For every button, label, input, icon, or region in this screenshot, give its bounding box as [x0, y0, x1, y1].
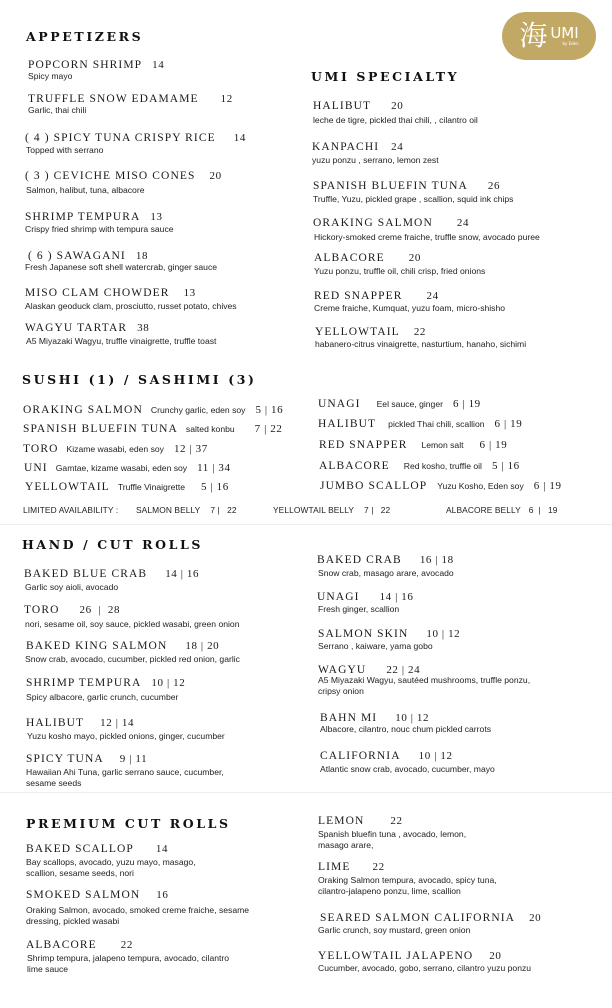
- limited-item-price: 7 | 22: [364, 505, 391, 515]
- sushi-item: [320, 476, 562, 494]
- menu-item: [26, 673, 185, 691]
- limited-item: [273, 505, 390, 515]
- logo-kanji: 海: [519, 19, 548, 52]
- item-description: A5 Miyazaki Wagyu, truffle vinaigrette, truffle toast: [26, 336, 217, 346]
- item-name: WAGYU TARTAR: [25, 322, 128, 334]
- item-name: BAKED SCALLOP: [26, 843, 134, 855]
- item-name: WAGYU: [318, 664, 367, 676]
- item-description: Snow crab, avocado, cucumber, pickled red onion, garlic: [25, 654, 240, 664]
- menu-item: [314, 248, 421, 266]
- item-name: ALBACORE: [26, 939, 97, 951]
- item-name: SPICY TUNA: [26, 753, 104, 765]
- item-description: Truffle, Yuzu, pickled grape , scallion, squid ink chips: [313, 194, 514, 204]
- limited-item: [446, 505, 557, 515]
- item-name: RED SNAPPER: [319, 439, 408, 451]
- item-price: 5 | 16: [491, 460, 520, 472]
- item-price: 10 | 12: [151, 677, 186, 689]
- item-price: 18: [135, 250, 149, 262]
- logo-subtitle: by Eden: [562, 41, 579, 46]
- logo-text: [550, 26, 578, 46]
- item-description: Snow crab, masago arare, avocado: [318, 568, 454, 578]
- item-name: SHRIMP TEMPURA: [25, 211, 141, 223]
- item-price: 26 | 28: [79, 604, 121, 616]
- item-name: ORAKING SALMON: [23, 404, 143, 416]
- item-description: Spanish bluefin tuna , avocado, lemon, masago arare,: [318, 829, 467, 850]
- menu-item: [24, 600, 120, 618]
- item-price: 6 | 19: [452, 398, 481, 410]
- item-price: 7 | 22: [254, 423, 283, 435]
- item-name: MISO CLAM CHOWDER: [25, 287, 170, 299]
- specialty-title: UMI SPECIALTY: [311, 69, 460, 84]
- item-description: Gamtae, kizame wasabi, eden soy: [55, 463, 188, 473]
- item-description: Albacore, cilantro, nouc chum pickled carrots: [320, 724, 491, 734]
- item-description: Fresh ginger, scallion: [318, 604, 400, 614]
- item-description: Spicy mayo: [28, 71, 73, 81]
- item-description: A5 Miyazaki Wagyu, sautéed mushrooms, truffle ponzu, cripsy onion: [318, 675, 531, 696]
- limited-item-name: SALMON BELLY: [136, 505, 201, 515]
- item-name: LEMON: [318, 815, 365, 827]
- item-price: 14: [152, 59, 165, 71]
- limited-item-name: ALBACORE BELLY: [446, 505, 521, 515]
- item-name: BAKED BLUE CRAB: [24, 568, 148, 580]
- item-name: SMOKED SALMON: [26, 889, 141, 901]
- item-description: Yuzu ponzu, truffle oil, chili crisp, fried onions: [314, 266, 486, 276]
- item-price: 20: [489, 950, 502, 962]
- item-price: 16 | 18: [419, 554, 454, 566]
- item-description: Crunchy garlic, eden soy: [150, 405, 246, 415]
- item-description: Garlic crunch, soy mustard, green onion: [318, 925, 471, 935]
- item-price: 14: [155, 843, 169, 855]
- item-price: 6 | 19: [494, 418, 523, 430]
- item-name: ALBACORE: [319, 460, 390, 472]
- item-description: Alaskan geoduck clam, prosciutto, russet potato, chives: [25, 301, 237, 311]
- menu-item: [312, 137, 403, 155]
- item-price: 14 | 16: [379, 591, 414, 603]
- item-description: Eel sauce, ginger: [376, 399, 443, 409]
- item-price: 9 | 11: [119, 753, 148, 765]
- sushi-item: [23, 419, 282, 437]
- item-name: HALIBUT: [318, 418, 377, 430]
- item-price: 22: [413, 326, 427, 338]
- item-description: Oraking Salmon tempura, avocado, spicy tuna, cilantro-jalapeno ponzu, lime, scallion: [318, 875, 497, 896]
- item-price: 16: [156, 889, 169, 901]
- limited-item: [136, 505, 237, 515]
- appetizers-title: APPETIZERS: [26, 29, 144, 44]
- menu-item: [320, 746, 453, 764]
- item-price: 20: [529, 912, 542, 924]
- sushi-item: [25, 477, 229, 495]
- item-price: 24: [456, 217, 470, 229]
- menu-item: [318, 811, 403, 829]
- umi-logo: [502, 12, 596, 60]
- menu-item: [320, 908, 541, 926]
- item-price: 14: [233, 132, 246, 144]
- limited-item-name: YELLOWTAIL BELLY: [273, 505, 355, 515]
- menu-item: [313, 96, 403, 114]
- item-description: nori, sesame oil, soy sauce, pickled wasabi, green onion: [25, 619, 240, 629]
- item-name: YELLOWTAIL JALAPENO: [318, 950, 474, 962]
- menu-item: [313, 176, 500, 194]
- menu-item: [25, 166, 222, 184]
- menu-item: [318, 946, 502, 964]
- item-description: Crispy fried shrimp with tempura sauce: [25, 224, 174, 234]
- item-name: ( 3 ) CEVICHE MISO CONES: [25, 170, 196, 182]
- item-price: 20: [209, 170, 222, 182]
- item-price: 11 | 34: [197, 462, 231, 474]
- item-description: Oraking Salmon, avocado, smoked creme fraiche, sesame dressing, pickled wasabi: [26, 905, 250, 926]
- sushi-item: [23, 400, 283, 418]
- menu-item: [26, 636, 219, 654]
- sushi-item: [319, 435, 507, 453]
- item-description: Hawaiian Ahi Tuna, garlic serrano sauce, cucumber, sesame seeds: [26, 767, 224, 788]
- menu-item: [24, 564, 199, 582]
- section-divider: [0, 524, 612, 525]
- item-description: Topped with serrano: [26, 145, 104, 155]
- item-description: leche de tigre, pickled thai chili, , cilantro oil: [313, 115, 478, 125]
- item-name: SPANISH BLUEFIN TUNA: [313, 180, 468, 192]
- item-description: Yuzu Kosho, Eden soy: [437, 481, 524, 491]
- menu-item: [317, 550, 454, 568]
- item-description: Yuzu kosho mayo, pickled onions, ginger, cucumber: [27, 731, 225, 741]
- item-description: Garlic, thai chili: [28, 105, 87, 115]
- menu-item: [25, 207, 163, 225]
- item-name: TORO: [24, 604, 60, 616]
- item-name: SEARED SALMON CALIFORNIA: [320, 912, 516, 924]
- item-name: KANPACHI: [312, 141, 380, 153]
- item-name: SALMON SKIN: [318, 628, 409, 640]
- item-name: TORO: [23, 443, 59, 455]
- limited-availability-label: LIMITED AVAILABILITY :: [23, 505, 119, 515]
- item-description: Red kosho, truffle oil: [403, 461, 482, 471]
- menu-item: [25, 128, 246, 146]
- item-description: Salmon, halibut, tuna, albacore: [26, 185, 145, 195]
- item-price: 22: [372, 861, 385, 873]
- premium-cut-rolls-title: PREMIUM CUT ROLLS: [26, 816, 231, 831]
- item-description: Garlic soy aioli, avocado: [25, 582, 119, 592]
- item-description: Lemon salt: [421, 440, 464, 450]
- limited-item-price: 6 | 19: [528, 505, 558, 515]
- item-description: Spicy albacore, garlic crunch, cucumber: [26, 692, 179, 702]
- item-name: UNAGI: [318, 398, 361, 410]
- item-name: ORAKING SALMON: [313, 217, 433, 229]
- item-price: 22: [120, 939, 133, 951]
- item-price: 26: [487, 180, 501, 192]
- item-description: Shrimp tempura, jalapeno tempura, avocado, cilantro lime sauce: [27, 953, 230, 974]
- menu-item: [25, 283, 196, 301]
- item-price: 22 | 24: [386, 664, 421, 676]
- menu-item: [25, 318, 149, 336]
- item-name: BAKED CRAB: [317, 554, 402, 566]
- menu-item: [318, 624, 460, 642]
- item-name: BAKED KING SALMON: [26, 640, 168, 652]
- item-price: 10 | 12: [395, 712, 430, 724]
- item-price: 12 | 14: [100, 717, 135, 729]
- item-description: Serrano , kaiware, yama gobo: [318, 641, 433, 651]
- sushi-item: [23, 439, 208, 457]
- item-description: Kizame wasabi, eden soy: [66, 444, 164, 454]
- item-price: 5 | 16: [201, 481, 229, 493]
- item-description: Fresh Japanese soft shell watercrab, ginger sauce: [25, 262, 218, 272]
- item-description: Truffle Vinaigrette: [117, 482, 186, 492]
- item-description: yuzu ponzu , serrano, lemon zest: [312, 155, 439, 165]
- item-price: 20: [408, 252, 421, 264]
- menu-item: [317, 587, 413, 605]
- item-price: 6 | 19: [479, 439, 508, 451]
- item-price: 14 | 16: [165, 568, 200, 580]
- item-name: POPCORN SHRIMP: [28, 59, 143, 71]
- menu-item: [26, 713, 134, 731]
- menu-item: [315, 322, 426, 340]
- item-price: 6 | 19: [533, 480, 562, 492]
- item-name: SPANISH BLUEFIN TUNA: [23, 423, 178, 435]
- item-price: 18 | 20: [185, 640, 220, 652]
- item-description: habanero-citrus vinaigrette, nasturtium, hanaho, sichimi: [315, 339, 527, 349]
- item-price: 24: [426, 290, 439, 302]
- item-price: 38: [137, 322, 150, 334]
- item-name: UNAGI: [317, 591, 360, 603]
- menu-item: [26, 749, 147, 767]
- menu-item: [26, 885, 169, 903]
- item-name: CALIFORNIA: [320, 750, 401, 762]
- sushi-item: [24, 458, 231, 476]
- sushi-item: [318, 394, 481, 412]
- item-name: YELLOWTAIL: [25, 481, 110, 493]
- item-name: ( 4 ) SPICY TUNA CRISPY RICE: [25, 132, 216, 144]
- item-description: salted konbu: [185, 424, 235, 434]
- item-name: YELLOWTAIL: [315, 326, 400, 338]
- item-price: 13: [183, 287, 196, 299]
- item-price: 10 | 12: [426, 628, 461, 640]
- item-price: 20: [391, 100, 404, 112]
- item-name: JUMBO SCALLOP: [320, 480, 428, 492]
- item-name: BAHN MI: [320, 712, 378, 724]
- item-name: LIME: [318, 861, 351, 873]
- item-description: Hickory-smoked creme fraiche, truffle snow, avocado puree: [314, 232, 540, 242]
- sushi-item: [318, 414, 522, 432]
- menu-item: [318, 857, 385, 875]
- menu-item: [26, 935, 133, 953]
- item-price: 12: [220, 93, 233, 105]
- item-description: Bay scallops, avocado, yuzu mayo, masago, scallion, sesame seeds, nori: [26, 857, 196, 878]
- menu-item: [314, 286, 439, 304]
- item-name: ALBACORE: [314, 252, 385, 264]
- item-description: Creme fraiche, Kumquat, yuzu foam, micro-shisho: [314, 303, 506, 313]
- sushi-item: [319, 456, 520, 474]
- logo-name: UMI: [550, 24, 579, 42]
- item-name: HALIBUT: [313, 100, 372, 112]
- hand-cut-rolls-title: HAND / CUT ROLLS: [22, 537, 204, 552]
- item-name: HALIBUT: [26, 717, 85, 729]
- item-name: RED SNAPPER: [314, 290, 403, 302]
- menu-item: [313, 213, 469, 231]
- item-price: 5 | 16: [255, 404, 284, 416]
- item-price: 10 | 12: [418, 750, 453, 762]
- item-name: ( 6 ) SAWAGANI: [28, 250, 126, 262]
- item-description: Cucumber, avocado, gobo, serrano, cilantro yuzu ponzu: [318, 963, 532, 973]
- item-description: pickled Thai chili, scallion: [388, 419, 485, 429]
- item-price: 12 | 37: [173, 443, 208, 455]
- item-price: 13: [150, 211, 163, 223]
- item-description: Atlantic snow crab, avocado, cucumber, mayo: [320, 764, 495, 774]
- item-name: UNI: [24, 462, 48, 474]
- section-divider: [0, 792, 612, 793]
- item-name: TRUFFLE SNOW EDAMAME: [28, 93, 199, 105]
- item-price: 22: [390, 815, 403, 827]
- sushi-sashimi-title: SUSHI (1) / SASHIMI (3): [22, 372, 257, 387]
- menu-item: [26, 839, 168, 857]
- limited-item-price: 7 | 22: [210, 505, 237, 515]
- item-name: SHRIMP TEMPURA: [26, 677, 142, 689]
- item-price: 24: [391, 141, 404, 153]
